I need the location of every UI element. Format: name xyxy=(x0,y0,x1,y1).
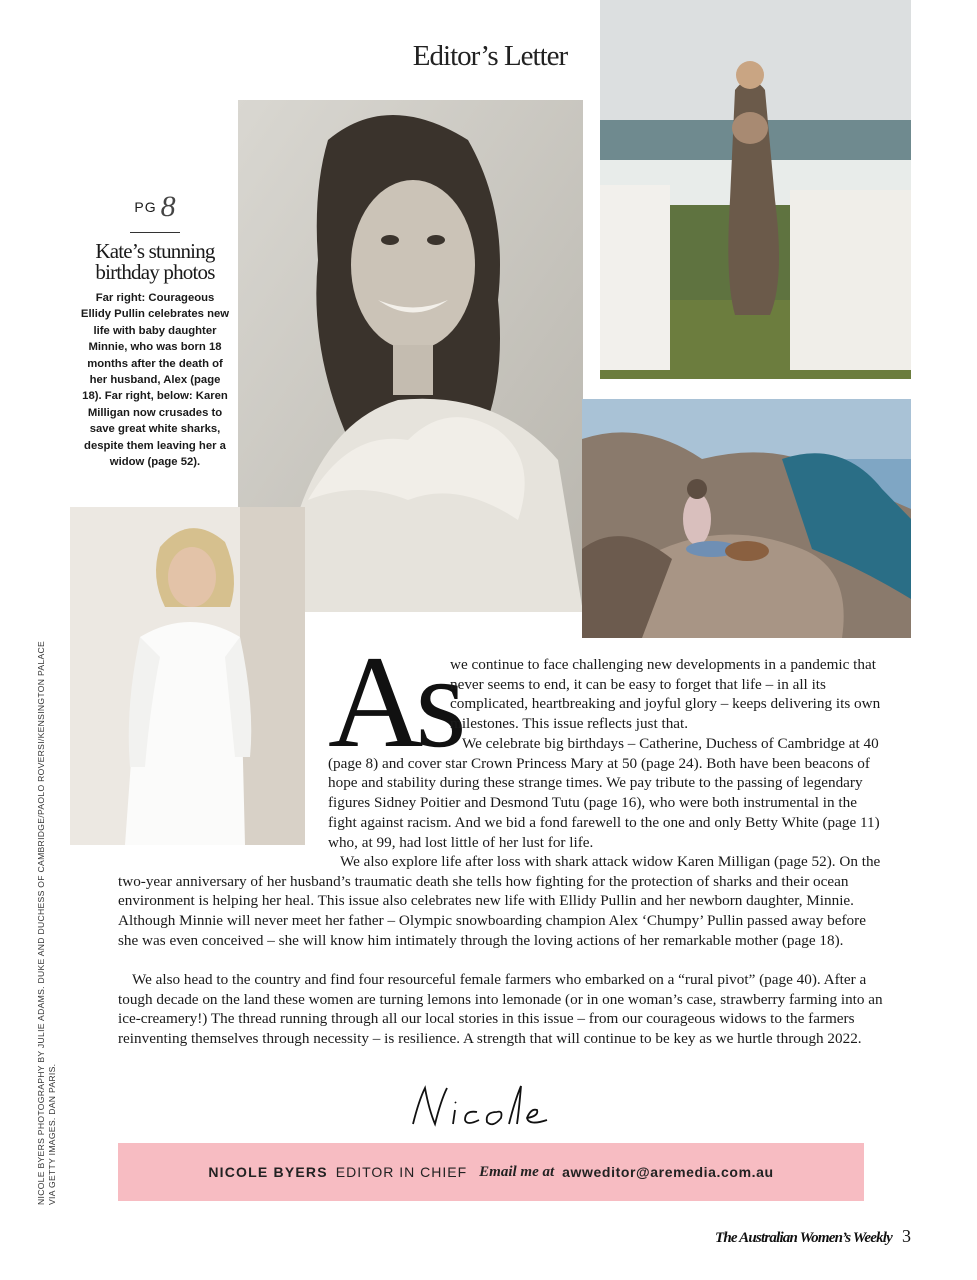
sidebar-heading xyxy=(80,241,230,283)
contact-box xyxy=(118,1143,864,1201)
magazine-name: The Australian Women’s Weekly xyxy=(715,1230,892,1246)
letter-paragraph-3: We also head to the country and find four resourceful female farmers who embarked on a “rural pivot” (page 40). After a tough decade on the land these women are turning lemons into lemonade (or in one woman’s case, strawberry farming into an ice-creamery!) The thread running through all our local stories in this issue – from our courageous widows to the farmers reinventing themselves through necessity – is resilience. A strength that will continue to be key as we hurtle through 2022. xyxy=(118,971,883,1048)
pg-label: PG xyxy=(134,199,157,215)
sidebar-heading-line2: birthday photos xyxy=(95,260,215,284)
editor-role: EDITOR IN CHIEF xyxy=(335,1164,468,1180)
nicole-byers-photo xyxy=(70,507,305,845)
karen-milligan-rocks-photo xyxy=(582,399,911,638)
page-footer xyxy=(715,1226,911,1247)
page-number: 3 xyxy=(902,1226,911,1246)
editor-email-link[interactable]: awweditor@aremedia.com.au xyxy=(562,1164,774,1180)
photo-credit-line1: NICOLE BYERS PHOTOGRAPHY BY JULIE ADAMS. DUKE AND DUCHESS OF CAMBRIDGE/PAOLO ROVERSI/KENSINGTON PALACE xyxy=(36,640,46,1205)
drop-cap: As xyxy=(328,628,459,775)
photo-credit xyxy=(36,615,58,1205)
letter-paragraph-1: We celebrate big birthdays – Catherine, Duchess of Cambridge at 40 (page 8) and cover star Crown Princess Mary at 50 (page 24). Both have been beacons of hope and stability during these strange times. We pay tribute to the passing of legendary figures Sidney Poitier and Desmond Tutu (page 16), who were both instrumental in the fight against racism. And we bid a fond farewell to the one and only Betty White (page 11) who, at 99, had lost little of her lust for life. xyxy=(328,735,880,851)
sidebar-heading-line1: Kate’s stunning xyxy=(95,239,215,263)
pg-number: 8 xyxy=(160,190,176,223)
letter-paragraph-2: We also explore life after loss with shark attack widow Karen Milligan (page 52). On the two-year anniversary of her husband’s traumatic death she tells how fighting for the protection of sharks and their ocean environment is helping her heal. This issue also celebrates new life with Ellidy Pullin and her newborn daughter, Minnie. Although Minnie will never meet her father – Olympic snowboarding champion Alex ‘Chumpy’ Pullin passed away before she was even conceived – she will know him intimately through the loving actions of her remarkable mother (page 18). xyxy=(118,853,881,949)
ellidy-pullin-beach-photo xyxy=(600,0,911,379)
page-title: Editor’s Letter xyxy=(412,40,568,72)
sidebar-caption: Far right: Courageous Ellidy Pullin celebrates new life with baby daughter Minnie, who was born 18 months after the death of her husband, Alex (page 18). Far right, below: Karen Milligan now crusades to save great white sharks, despite them leaving her a widow (page 52). xyxy=(80,292,230,469)
divider xyxy=(130,232,180,233)
sidebar-teaser xyxy=(80,190,230,470)
email-label: Email me at xyxy=(479,1163,555,1180)
photo-credit-line2: VIA GETTY IMAGES. DAN PARIS. xyxy=(47,1063,57,1205)
editor-signature xyxy=(405,1080,565,1140)
page-reference xyxy=(80,190,230,224)
letter-intro: we continue to face challenging new developments in a pandemic that never seems to end, it can be easy to forget that life – in all its complicated, heartbreaking and joyful glory – keeps delivering its own milestones. This issue reflects just that. xyxy=(450,656,881,733)
editor-name: NICOLE BYERS xyxy=(208,1164,328,1180)
